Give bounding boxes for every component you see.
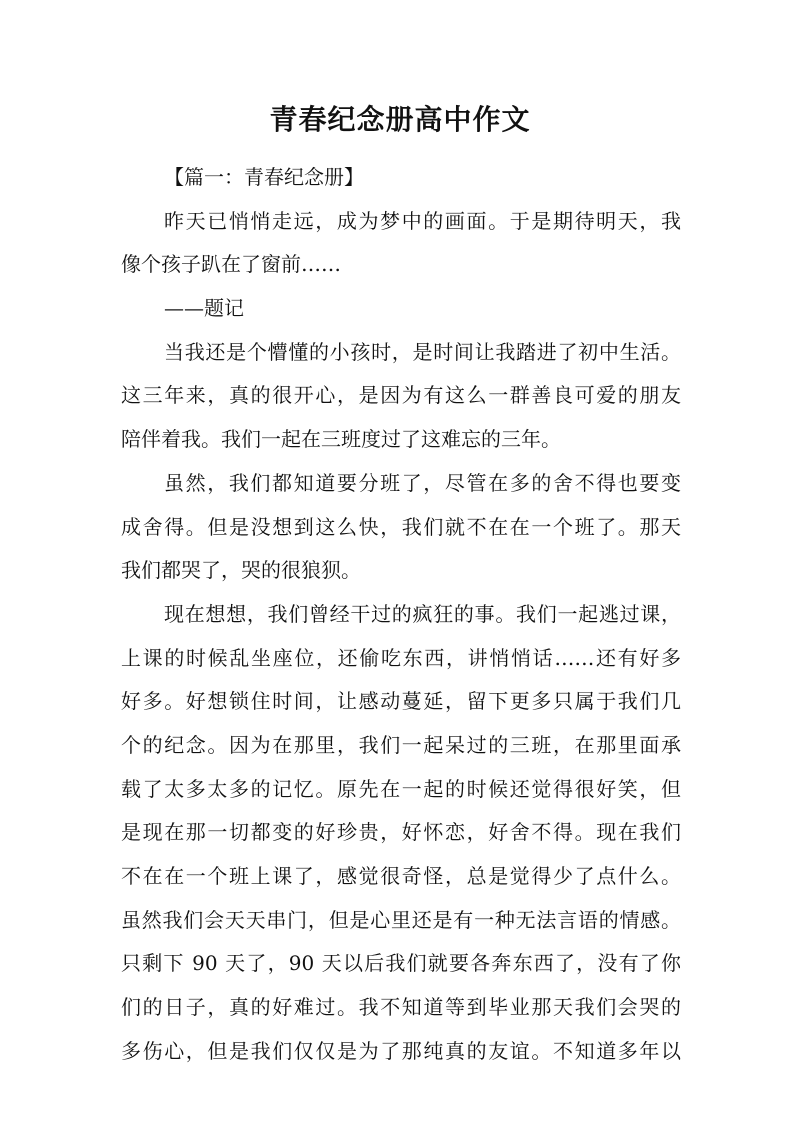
text-line: 成舍得。但是没想到这么快，我们就不在在一个班了。那天 <box>121 514 681 539</box>
document-body <box>121 156 681 1073</box>
text-line: 多伤心，但是我们仅仅是为了那纯真的友谊。不知道多年以 <box>121 1038 681 1063</box>
text-line: 这三年来，真的很开心，是因为有这么一群善良可爱的朋友 <box>121 383 681 408</box>
text-line: 是现在那一切都变的好珍贵，好怀恋，好舍不得。现在我们 <box>121 820 681 845</box>
text-line: 现在想想，我们曾经干过的疯狂的事。我们一起逃过课， <box>164 601 681 626</box>
epigraph-attribution: ——题记 <box>164 296 244 321</box>
text-line: 只剩下 90 天了，90 天以后我们就要各奔东西了，没有了你 <box>121 951 681 976</box>
text-line: 当我还是个懵懂的小孩时，是时间让我踏进了初中生活。 <box>164 339 681 364</box>
text-line: 虽然，我们都知道要分班了，尽管在多的舍不得也要变 <box>164 470 681 495</box>
text-line: 像个孩子趴在了窗前…… <box>121 252 341 277</box>
section-heading: 【篇一：青春纪念册】 <box>164 165 364 189</box>
text-line: 虽然我们会天天串门，但是心里还是有一种无法言语的情感。 <box>121 907 681 932</box>
text-line: 陪伴着我。我们一起在三班度过了这难忘的三年。 <box>121 427 561 452</box>
text-line: 们的日子，真的好难过。我不知道等到毕业那天我们会哭的 <box>121 995 681 1020</box>
text-line: 不在在一个班上课了，感觉很奇怪，总是觉得少了点什么。 <box>121 864 681 888</box>
text-line: 昨天已悄悄走远，成为梦中的画面。于是期待明天，我 <box>164 208 681 233</box>
text-line: 上课的时候乱坐座位，还偷吃东西，讲悄悄话……还有好多 <box>121 645 681 670</box>
text-line: 载了太多太多的记忆。原先在一起的时候还觉得很好笑，但 <box>121 776 681 801</box>
text-line: 个的纪念。因为在那里，我们一起呆过的三班，在那里面承 <box>121 732 681 757</box>
text-line: 我们都哭了，哭的很狼狈。 <box>121 558 361 583</box>
document-title: 青春纪念册高中作文 <box>269 103 531 136</box>
text-line: 好多。好想锁住时间，让感动蔓延，留下更多只属于我们几 <box>121 689 681 714</box>
